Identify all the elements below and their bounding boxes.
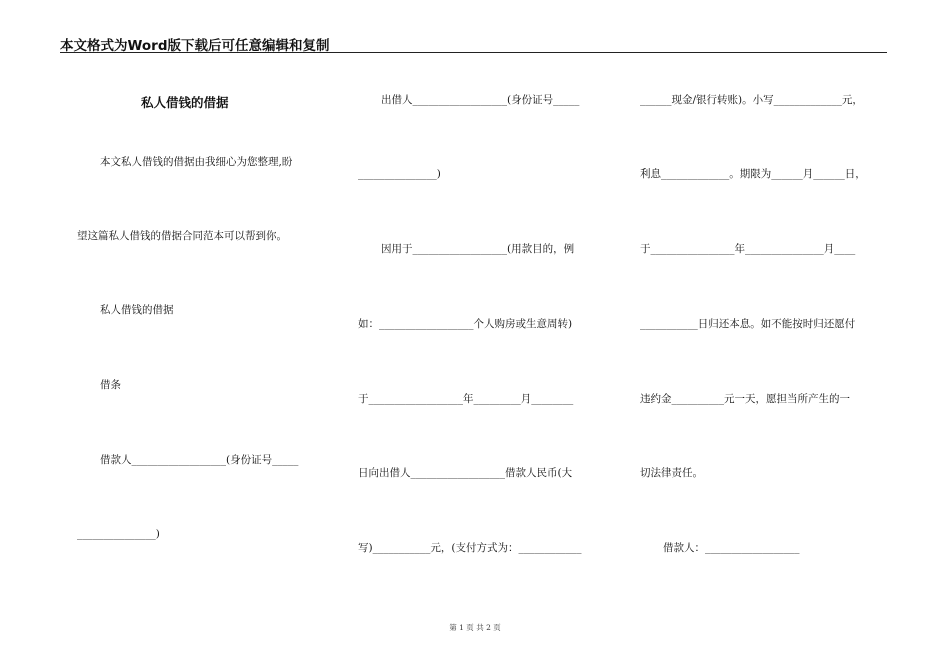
- col1-line-5: 借款人__________________(身份证号_____: [100, 454, 299, 466]
- col3-line-4: ___________日归还本息。如不能按时归还愿付: [640, 318, 856, 330]
- col3-line-5: 违约金__________元一天，愿担当所产生的一: [640, 393, 850, 405]
- col2-line-4: 如：__________________个人购房或生意周转): [358, 318, 573, 330]
- col1-line-4: 借条: [100, 379, 121, 391]
- col2-line-7: 写)___________元，(支付方式为：____________: [358, 542, 582, 554]
- col3-line-1: ______现金/银行转账)。小写_____________元，: [640, 94, 863, 106]
- col3-line-2: 利息_____________。期限为______月______日，: [640, 168, 866, 180]
- col2-line-2: _______________): [358, 168, 441, 180]
- col1-line-2: 望这篇私人借钱的借据合同范本可以帮到你。: [77, 230, 287, 242]
- col1-line-6: _______________): [77, 528, 160, 540]
- col2-line-3: 因用于__________________(用款目的，例: [381, 243, 575, 255]
- col2-line-1: 出借人__________________(身份证号_____: [381, 94, 580, 106]
- document-title: 私人借钱的借据: [141, 95, 229, 110]
- col2-line-5: 于__________________年_________月________: [358, 393, 574, 405]
- page-number-footer: 第 1 页 共 2 页: [449, 623, 501, 632]
- col3-line-7: 借款人：__________________: [663, 542, 800, 554]
- col1-line-3: 私人借钱的借据: [100, 304, 174, 316]
- document-header: 本文格式为Word版下载后可任意编辑和复制: [60, 38, 330, 54]
- col3-line-3: 于________________年_______________月____: [640, 243, 856, 255]
- col3-line-6: 切法律责任。: [640, 467, 703, 479]
- header-divider: [60, 52, 887, 53]
- col2-line-6: 日向出借人__________________借款人民币(大: [358, 467, 573, 479]
- col1-line-1: 本文私人借钱的借据由我细心为您整理,盼: [100, 156, 293, 168]
